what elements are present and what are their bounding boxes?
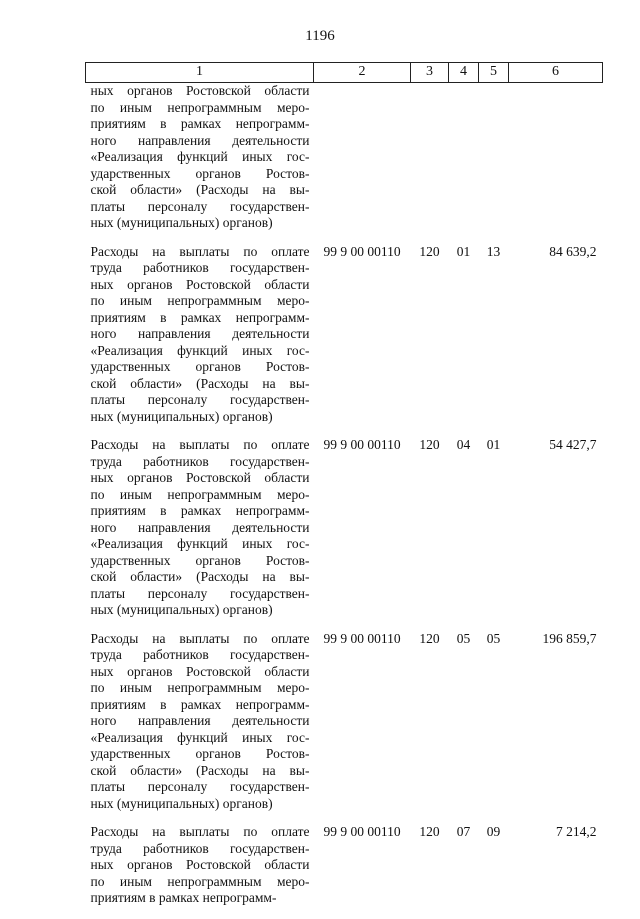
description-line: ударственных органов Ростов- xyxy=(90,165,310,181)
description-line: приятиям в рамках непрограмм- xyxy=(90,503,310,518)
description-line: ного направления деятельности xyxy=(90,132,310,148)
table-row xyxy=(86,824,603,919)
header-col-2: 2 xyxy=(314,63,411,83)
row-col-3: 120 xyxy=(419,630,440,646)
row-col-4: 05 xyxy=(456,630,471,646)
row-col-5: 13 xyxy=(486,243,501,259)
table-row xyxy=(86,437,603,631)
table-row xyxy=(86,83,603,244)
description-line: платы персоналу государствен- xyxy=(90,779,310,794)
description-line: ской области» (Расходы на вы- xyxy=(90,182,310,197)
description-line: платы персоналу государствен- xyxy=(90,198,310,214)
header-col-1: 1 xyxy=(86,63,314,83)
description-line: Расходы на выплаты по оплате xyxy=(90,243,310,259)
description-line: труда работников государствен- xyxy=(90,453,310,469)
budget-table xyxy=(85,62,603,919)
header-col-4: 4 xyxy=(449,63,479,83)
description-line: труда работников государствен- xyxy=(90,840,310,856)
description-line: ного направления деятельности xyxy=(90,713,310,728)
description-line: ударственных органов Ростов- xyxy=(90,746,310,761)
description-line: ных органов Ростовской области xyxy=(90,83,310,98)
description-line: ных (муниципальных) органов) xyxy=(90,408,273,424)
description-line: ской области» (Расходы на вы- xyxy=(90,375,310,391)
description-line: Расходы на выплаты по оплате xyxy=(90,630,310,646)
row-col-4: 04 xyxy=(456,437,471,452)
description-line: труда работников государствен- xyxy=(90,647,310,662)
row-description xyxy=(86,631,314,825)
row-amount: 54 427,7 xyxy=(549,437,597,452)
description-line: приятиям в рамках непрограмм- xyxy=(90,696,310,712)
header-col-6: 6 xyxy=(509,63,603,83)
row-col-3 xyxy=(411,83,449,244)
description-line: ской области» (Расходы на вы- xyxy=(90,762,310,778)
table-body xyxy=(86,83,603,919)
row-amount: 196 859,7 xyxy=(542,630,597,646)
description-line: труда работников государствен- xyxy=(90,260,310,275)
row-code: 99 9 00 00110 xyxy=(323,824,401,839)
row-col-5: 05 xyxy=(486,630,501,646)
row-code: 99 9 00 00110 xyxy=(323,630,401,646)
description-line: ных органов Ростовской области xyxy=(90,276,310,292)
description-line: Расходы на выплаты по оплате xyxy=(90,437,310,452)
row-col-4: 07 xyxy=(456,824,471,839)
description-line: ных органов Ростовской области xyxy=(90,663,310,679)
table-header-row xyxy=(86,63,603,83)
row-amount: 7 214,2 xyxy=(556,824,597,839)
row-code: 99 9 00 00110 xyxy=(323,437,401,452)
row-col-3: 120 xyxy=(419,243,440,259)
row-code xyxy=(314,83,411,244)
description-line: по иным непрограммным меро- xyxy=(90,99,310,115)
row-col-5 xyxy=(479,83,509,244)
description-line: платы персоналу государствен- xyxy=(90,392,310,407)
row-description xyxy=(86,83,314,244)
row-description xyxy=(86,437,314,631)
description-line: по иным непрограммным меро- xyxy=(90,293,310,308)
description-line: ных (муниципальных) органов) xyxy=(90,795,273,811)
row-description xyxy=(86,824,314,919)
description-line: ударственных органов Ростов- xyxy=(90,552,310,568)
description-line: приятиям в рамках непрограмм- xyxy=(90,116,310,131)
description-line: «Реализация функций иных гос- xyxy=(90,536,310,551)
description-line: по иным непрограммным меро- xyxy=(90,486,310,502)
description-line: по иным непрограммным меро- xyxy=(90,680,310,695)
description-line: «Реализация функций иных гос- xyxy=(90,342,310,358)
description-line: ударственных органов Ростов- xyxy=(90,359,310,374)
row-amount xyxy=(509,83,603,244)
table-row xyxy=(86,244,603,438)
description-line: приятиям в рамках непрограмм- xyxy=(90,309,310,325)
page-number: 1196 xyxy=(305,28,335,44)
description-line: ного направления деятельности xyxy=(90,326,310,341)
description-line: ных органов Ростовской области xyxy=(90,470,310,485)
table-row xyxy=(86,631,603,825)
row-col-5: 01 xyxy=(486,437,501,452)
description-line: Расходы на выплаты по оплате xyxy=(90,824,310,839)
description-line: ных (муниципальных) органов) xyxy=(90,215,273,230)
description-line: ного направления деятельности xyxy=(90,519,310,535)
row-description xyxy=(86,244,314,438)
row-col-4: 01 xyxy=(456,243,471,259)
description-line: платы персоналу государствен- xyxy=(90,585,310,601)
description-line: «Реализация функций иных гос- xyxy=(90,729,310,745)
row-code: 99 9 00 00110 xyxy=(323,243,401,259)
description-line: ных органов Ростовской области xyxy=(90,857,310,872)
header-col-5: 5 xyxy=(479,63,509,83)
row-col-4 xyxy=(449,83,479,244)
header-col-3: 3 xyxy=(411,63,449,83)
description-line: приятиям в рамках непрограмм- xyxy=(90,890,277,905)
description-line: по иным непрограммным меро- xyxy=(90,873,310,889)
row-amount: 84 639,2 xyxy=(549,243,597,259)
description-line: ской области» (Расходы на вы- xyxy=(90,569,310,584)
row-col-5: 09 xyxy=(486,824,501,839)
row-col-3: 120 xyxy=(419,437,440,452)
row-col-3: 120 xyxy=(419,824,440,839)
description-line: «Реализация функций иных гос- xyxy=(90,149,310,164)
description-line: ных (муниципальных) органов) xyxy=(90,602,273,617)
